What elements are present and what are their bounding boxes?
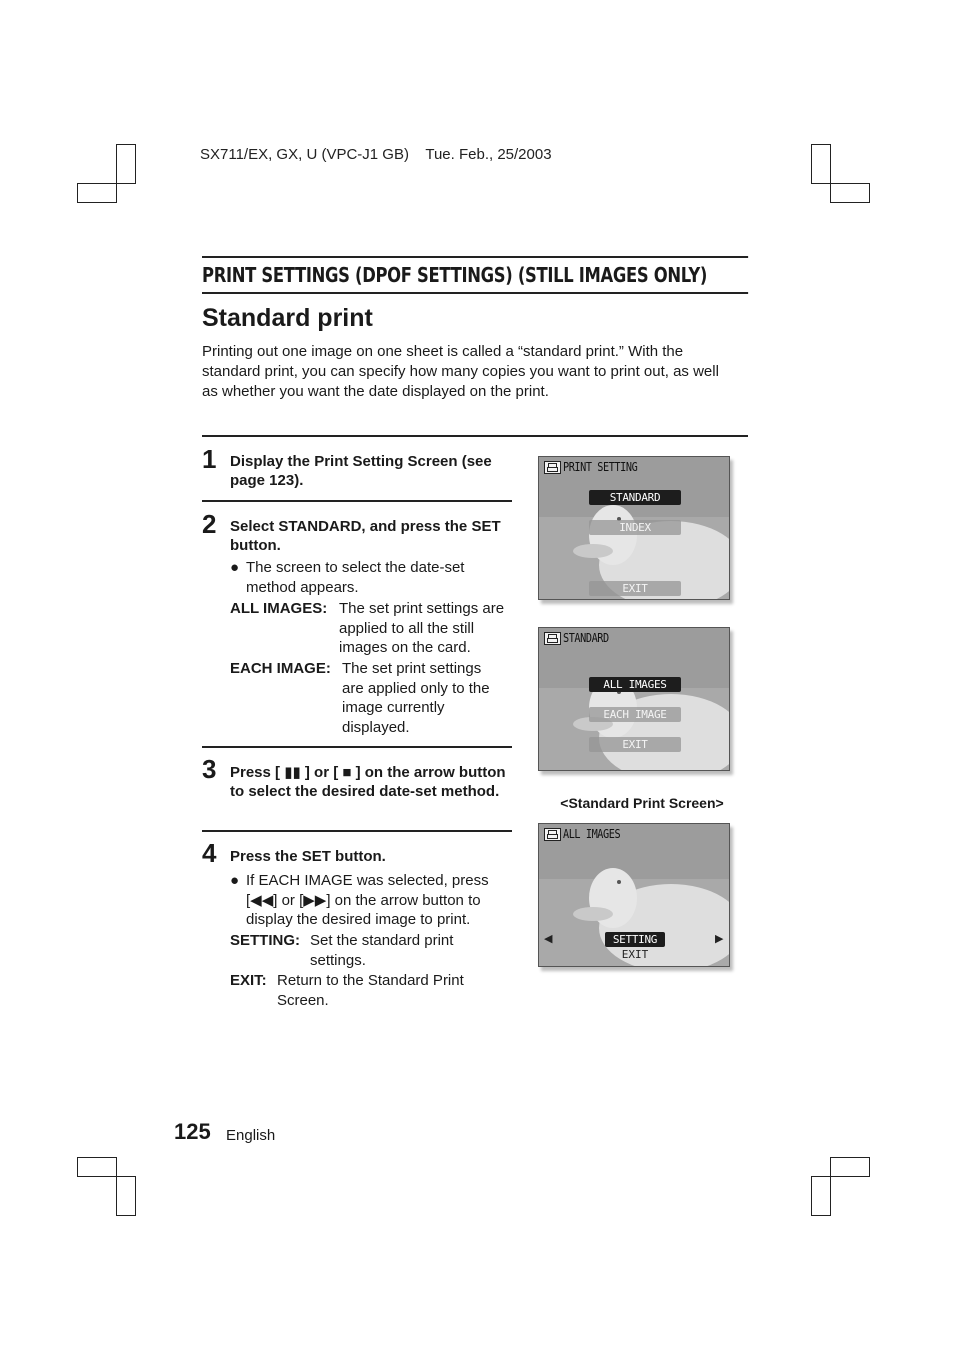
- menu-item-exit[interactable]: EXIT: [589, 737, 681, 752]
- steps-top-rule: [202, 435, 748, 437]
- menu-item-all-images[interactable]: ALL IMAGES: [589, 677, 681, 692]
- page-language: English: [226, 1127, 276, 1144]
- step-separator: [202, 746, 512, 748]
- bullet-icon: ●: [230, 872, 240, 889]
- left-arrow-icon[interactable]: ◀: [544, 933, 553, 945]
- printer-icon: [544, 461, 561, 474]
- intro-paragraph: Printing out one image on one sheet is called a “standard print.” With the standard print, you can specify how many copies you want to print out, as well as whether you want the date displayed on the print.: [202, 343, 719, 400]
- document-header: SX711/EX, GX, U (VPC-J1 GB) Tue. Feb., 25/2003: [200, 146, 552, 163]
- crop-mark-tr-vertical: [811, 144, 831, 184]
- desc-all-images: The set print settings are applied to all the still images on the card.: [339, 600, 505, 656]
- menu-item-setting[interactable]: SETTING: [605, 932, 665, 947]
- crop-mark-tr-horizontal: [830, 183, 870, 203]
- crop-mark-tl-vertical: [116, 144, 136, 184]
- step-2-title: Select STANDARD, and press the SET button.: [230, 518, 501, 554]
- right-arrow-icon[interactable]: ▶: [715, 933, 724, 945]
- menu-item-exit[interactable]: EXIT: [589, 581, 681, 596]
- step-4-bullet-text: If EACH IMAGE was selected, press [◀◀] or [▶▶] on the arrow button to display the desired image to print.: [246, 872, 489, 928]
- crop-mark-bl-vertical: [116, 1176, 136, 1216]
- printer-icon: [544, 632, 561, 645]
- figure-caption: <Standard Print Screen>: [560, 795, 724, 811]
- desc-setting: Set the standard print settings.: [310, 932, 454, 969]
- page-heading: Standard print: [202, 304, 373, 332]
- step-3-title: Press [ ▮▮ ] or [ ■ ] on the arrow button to select the desired date-set method.: [230, 764, 506, 800]
- desc-exit: Return to the Standard Print Screen.: [277, 972, 464, 1009]
- menu-item-index[interactable]: INDEX: [589, 520, 681, 535]
- step-2-bullet-text: The screen to select the date-set method appears.: [246, 559, 465, 596]
- term-exit: EXIT:: [230, 972, 267, 989]
- step-1-title: Display the Print Setting Screen (see page 123).: [230, 453, 492, 489]
- crop-mark-bl-horizontal: [77, 1157, 117, 1177]
- all-images-screen: [538, 823, 730, 967]
- crop-mark-br-horizontal: [830, 1157, 870, 1177]
- step-3-number: 3: [202, 754, 217, 784]
- bullet-icon: ●: [230, 559, 240, 576]
- menu-item-each-image[interactable]: EACH IMAGE: [589, 707, 681, 722]
- screen-title: ALL IMAGES: [563, 827, 621, 841]
- printer-icon: [544, 828, 561, 841]
- standard-screen: [538, 627, 730, 771]
- page-number: 125: [174, 1119, 211, 1144]
- crop-mark-tl-horizontal: [77, 183, 117, 203]
- screen-title: PRINT SETTING: [563, 460, 638, 474]
- section-title: PRINT SETTINGS (DPOF SETTINGS) (STILL IMAGES ONLY): [202, 256, 748, 294]
- step-4-title: Press the SET button.: [230, 848, 386, 865]
- step-separator: [202, 500, 512, 502]
- step-2-number: 2: [202, 509, 217, 539]
- step-separator: [202, 830, 512, 832]
- step-1-number: 1: [202, 444, 217, 474]
- step-4-bullet: [230, 871, 510, 930]
- step-4-number: 4: [202, 838, 217, 868]
- step-2-bullet: [230, 558, 510, 597]
- term-setting: SETTING:: [230, 932, 300, 949]
- desc-each-image: The set print settings are applied only to the image currently displayed.: [342, 660, 490, 736]
- print-setting-screen: [538, 456, 730, 600]
- screen-title: STANDARD: [563, 631, 609, 645]
- term-all-images: ALL IMAGES:: [230, 600, 328, 617]
- menu-item-exit[interactable]: EXIT: [621, 948, 649, 961]
- term-each-image: EACH IMAGE:: [230, 660, 331, 677]
- crop-mark-br-vertical: [811, 1176, 831, 1216]
- menu-item-standard[interactable]: STANDARD: [589, 490, 681, 505]
